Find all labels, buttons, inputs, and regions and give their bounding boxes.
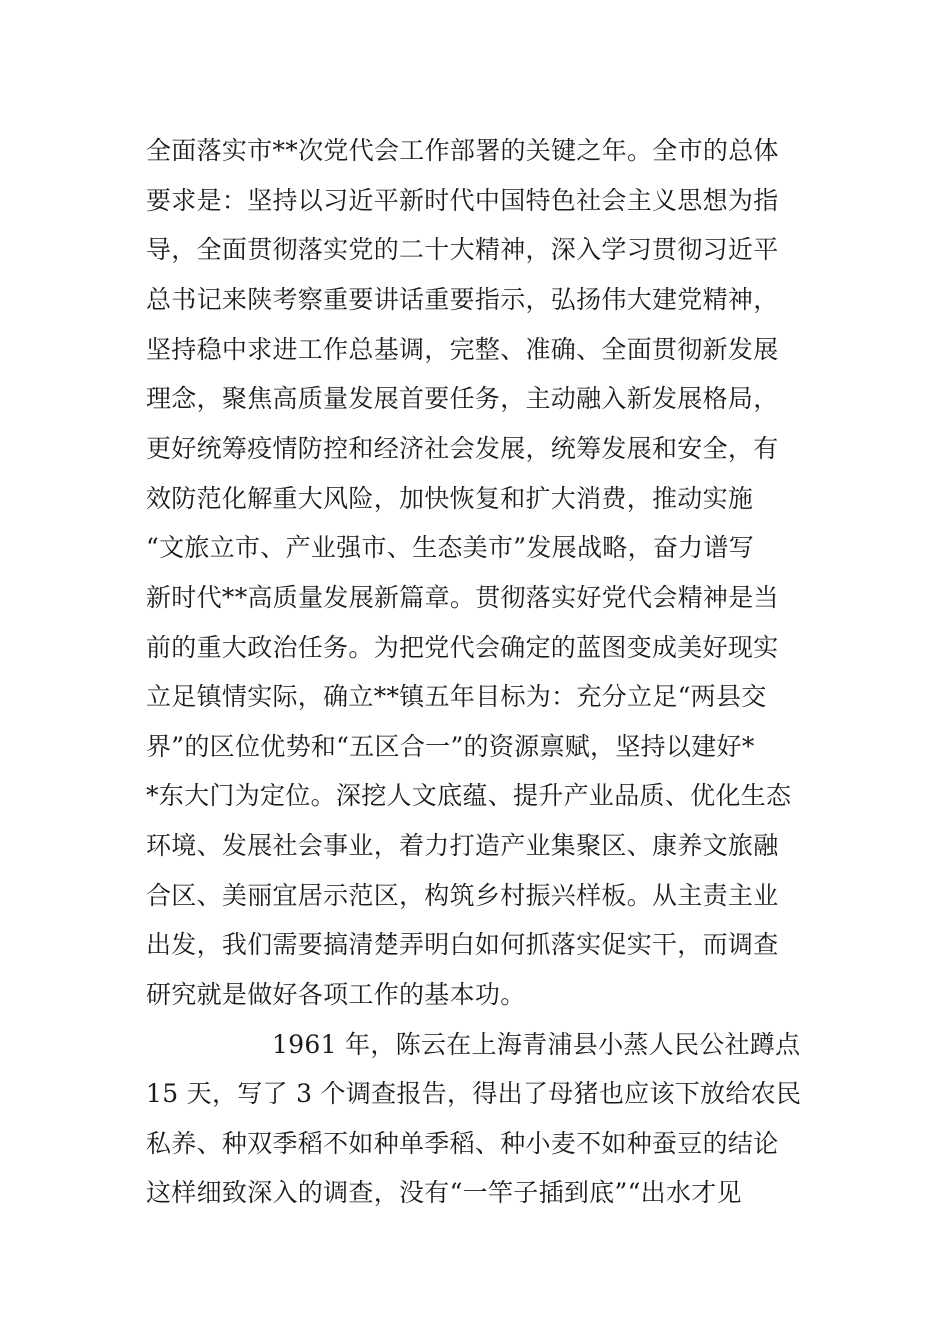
text-line: 要求是：坚持以习近平新时代中国特色社会主义思想为指: [146, 186, 779, 215]
text-line: *东大门为定位。深挖人文底蕴、提升产业品质、优化生态: [146, 781, 792, 810]
text-line: 环境、发展社会事业，着力打造产业集聚区、康养文旅融: [146, 831, 779, 860]
text-line: 效防范化解重大风险，加快恢复和扩大消费，推动实施: [146, 484, 754, 513]
text-line: 更好统筹疫情防控和经济社会发展，统筹发展和安全，有: [146, 434, 779, 463]
text-line: 界”的区位优势和“五区合一”的资源禀赋，坚持以建好*: [146, 732, 755, 761]
text-line: 坚持稳中求进工作总基调，完整、准确、全面贯彻新发展: [146, 335, 779, 364]
text-line: 理念，聚焦高质量发展首要任务，主动融入新发展格局，: [146, 384, 779, 413]
text-line: “文旅立市、产业强市、生态美市”发展战略，奋力谱写: [146, 533, 755, 562]
text-line: 私养、种双季稻不如种单季稻、种小麦不如种蚕豆的结论: [146, 1129, 779, 1158]
text-line: 导，全面贯彻落实党的二十大精神，深入学习贯彻习近平: [146, 235, 779, 264]
text-line: 总书记来陕考察重要讲话重要指示，弘扬伟大建党精神，: [146, 285, 779, 314]
text-line: 出发，我们需要搞清楚弄明白如何抓落实促实干，而调查: [146, 930, 779, 959]
text-line: 研究就是做好各项工作的基本功。: [146, 980, 526, 1009]
text-line: 1961 年，陈云在上海青浦县小蒸人民公社蹲点: [272, 1030, 801, 1059]
text-line: 这样细致深入的调查，没有“一竿子插到底”“出水才见: [146, 1178, 742, 1207]
text-line: 15 天，写了 3 个调查报告，得出了母猪也应该下放给农民: [146, 1079, 802, 1108]
text-line: 全面落实市**次党代会工作部署的关键之年。全市的总体: [146, 136, 779, 165]
text-line: 合区、美丽宜居示范区，构筑乡村振兴样板。从主责主业: [146, 881, 779, 910]
text-line: 立足镇情实际，确立**镇五年目标为：充分立足“两县交: [146, 682, 767, 711]
text-line: 前的重大政治任务。为把党代会确定的蓝图变成美好现实: [146, 633, 779, 662]
text-line: 新时代**高质量发展新篇章。贯彻落实好党代会精神是当: [146, 583, 779, 612]
